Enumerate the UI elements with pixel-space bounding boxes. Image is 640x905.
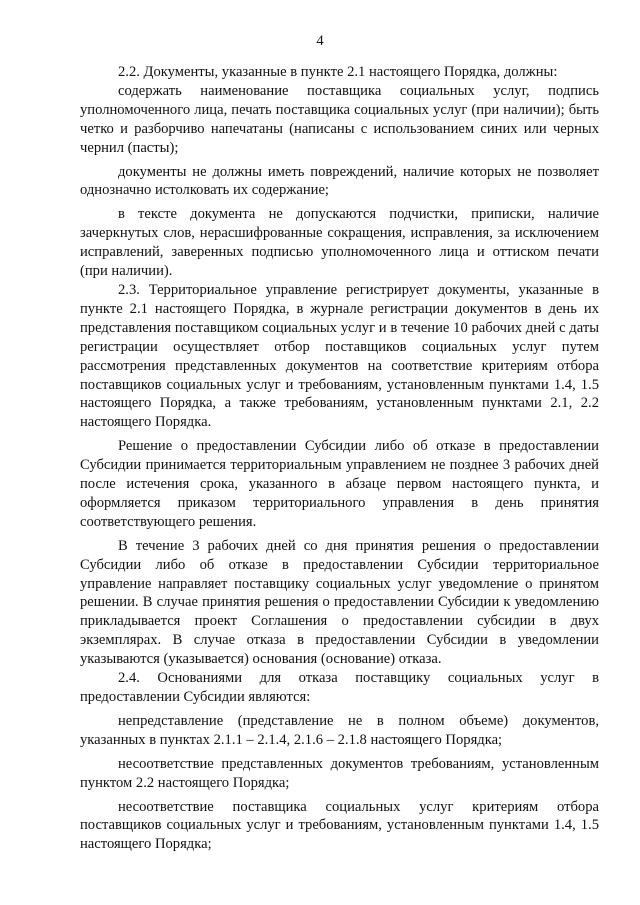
- paragraph-decision: Решение о предоставлении Субсидии либо об отказе в предоставлении Субсидии принимается территориальным управлением не позднее 3 рабочих дней после истечения срока, указанного в абзаце первом настоящего пункта, и оформляется приказом территориального управления в день принятия соответствующего решения.: [80, 438, 599, 530]
- paragraph-requirement-no-damage: документы не должны иметь повреждений, наличие которых не позволяет однозначно истолковать их содержание;: [80, 163, 599, 199]
- paragraph-2-4: 2.4. Основаниями для отказа поставщику социальных услуг в предоставлении Субсидии являются:: [80, 670, 599, 705]
- paragraph-refusal-ground-3: несоответствие поставщика социальных услуг критериям отбора поставщиков социальных услуг и требованиям, установленным пунктами 1.4, 1.5 настоящего Порядка;: [80, 798, 599, 853]
- paragraph-notification: В течение 3 рабочих дней со дня принятия решения о предоставлении Субсидии либо об отказе в предоставлении Субсидии территориальное управление направляет поставщику социальных услуг уведомление о принятом решении. В случае принятия решения о предоставлении Субсидии к уведомлению прикладывается проект Соглашения о предоставлении субсидии в двух экземплярах. В случае отказа в предоставлении Субсидии в уведомлении указываются (указывается) основания (основание) отказа.: [80, 537, 599, 668]
- document-body: [80, 63, 599, 854]
- paragraph-refusal-ground-1: непредставление (представление не в полном объеме) документов, указанных в пунктах 2.1.1 – 2.1.4, 2.1.6 – 2.1.8 настоящего Порядка;: [80, 712, 599, 748]
- paragraph-2-2: 2.2. Документы, указанные в пункте 2.1 настоящего Порядка, должны:: [118, 64, 558, 80]
- page-number: 4: [316, 33, 324, 49]
- paragraph-requirement-no-erasures: в тексте документа не допускаются подчистки, приписки, наличие зачеркнутых слов, нерасшифрованные сокращения, исправления, за исключением исправлений, заверенных подписью уполномоченного лица и оттиском печати (при наличии).: [80, 206, 599, 280]
- paragraph-refusal-ground-2: несоответствие представленных документов требованиям, установленным пунктом 2.2 настоящего Порядка;: [80, 755, 599, 791]
- paragraph-requirement-contain: содержать наименование поставщика социальных услуг, подпись уполномоченного лица, печать поставщика социальных услуг (при наличии); быть четко и разборчиво напечатаны (написаны с использованием синих или черных чернил (пасты);: [80, 82, 599, 156]
- paragraph-2-3: 2.3. Территориальное управление регистрирует документы, указанные в пункте 2.1 настоящего Порядка, в журнале регистрации документов в день их представления поставщиком социальных услуг и в течение 10 рабочих дней с даты регистрации осуществляет отбор поставщиков социальных услуг путем рассмотрения представленных документов на соответствие критериям отбора поставщиков социальных услуг и требованиям, установленным пунктами 1.4, 1.5 настоящего Порядка, а также требованиям, установленным пунктами 2.1, 2.2 настоящего Порядка.: [80, 281, 599, 431]
